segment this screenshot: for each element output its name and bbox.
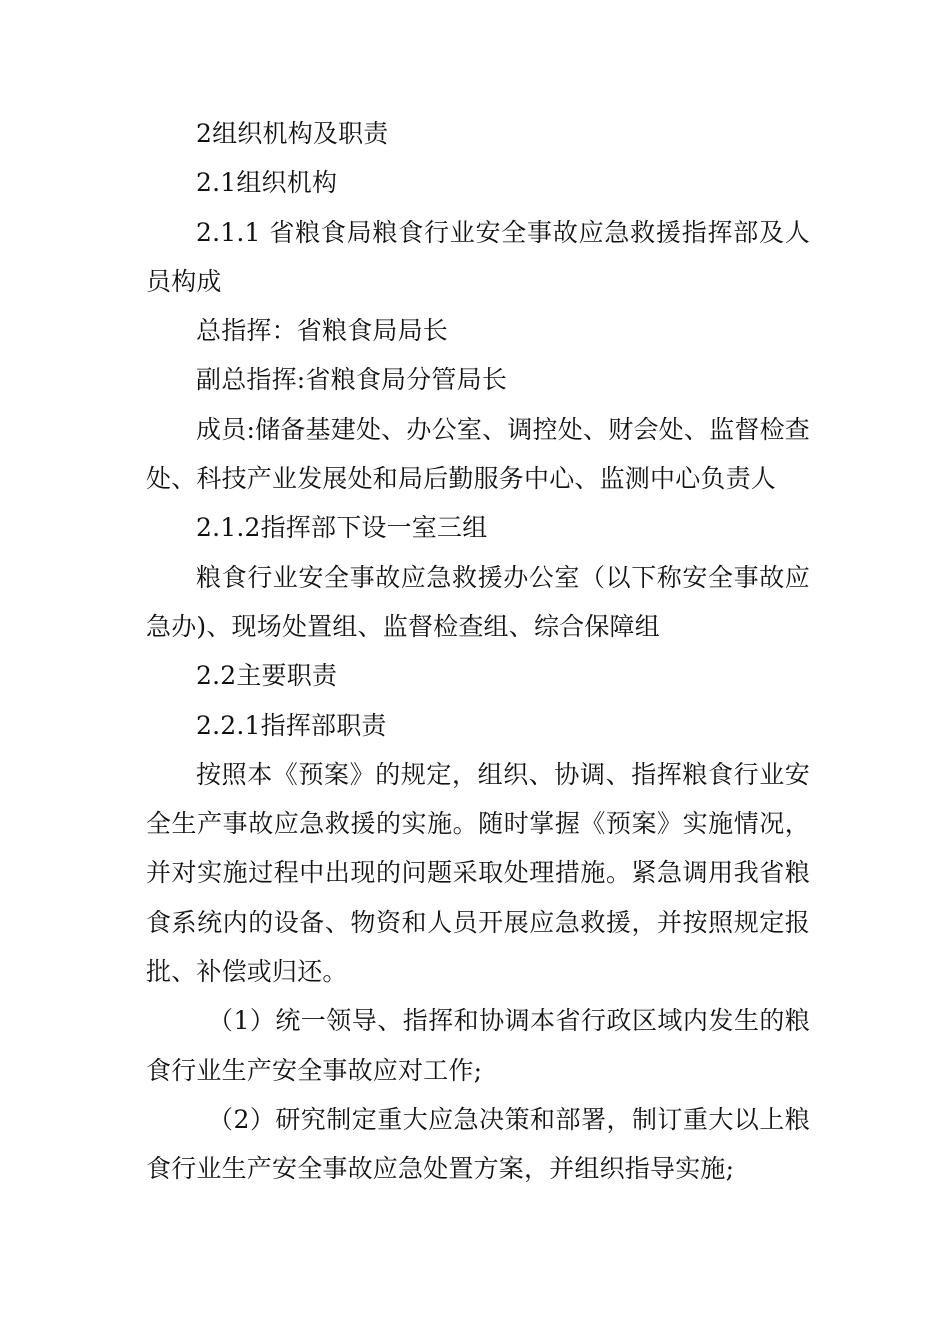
members-paragraph: 成员:储备基建处、办公室、调控处、财会处、监督检查处、科技产业发展处和局后勤服务中心、监测中心负责人 bbox=[146, 414, 810, 494]
duty-item-1: （1）统一领导、指挥和协调本省行政区域内发生的粮食行业生产安全事故应对工作; bbox=[146, 1006, 810, 1085]
heading-2-2: 2.2主要职责 bbox=[196, 661, 338, 691]
heading-2-1-2: 2.1.2指挥部下设一室三组 bbox=[196, 513, 488, 543]
heading-2-1: 2.1组织机构 bbox=[196, 168, 338, 198]
commander-line: 总指挥：省粮食局局长 bbox=[196, 316, 449, 346]
document-body bbox=[146, 109, 810, 1194]
heading-2-2-1: 2.2.1指挥部职责 bbox=[196, 710, 387, 740]
duty-item-2: （2）研究制定重大应急决策和部署，制订重大以上粮食行业生产安全事故应急处置方案，并组织指导实施; bbox=[146, 1104, 810, 1184]
duties-paragraph: 按照本《预案》的规定，组织、协调、指挥粮食行业安全生产事故应急救援的实施。随时掌握《预案》实施情况，并对实施过程中出现的问题采取处理措施。紧急调用我省粮食系统内的设备、物资和人员开展应急救援，并按照规定报批、补偿或归还。 bbox=[146, 759, 810, 987]
office-groups-paragraph: 粮食行业安全事故应急救援办公室（以下称安全事故应急办)、现场处置组、监督检查组、综合保障组 bbox=[146, 562, 810, 641]
deputy-commander-line: 副总指挥:省粮食局分管局长 bbox=[196, 365, 508, 395]
heading-2: 2组织机构及职责 bbox=[196, 119, 389, 148]
heading-2-1-1: 2.1.1 省粮食局粮食行业安全事故应急救援指挥部及人员构成 bbox=[146, 217, 810, 296]
